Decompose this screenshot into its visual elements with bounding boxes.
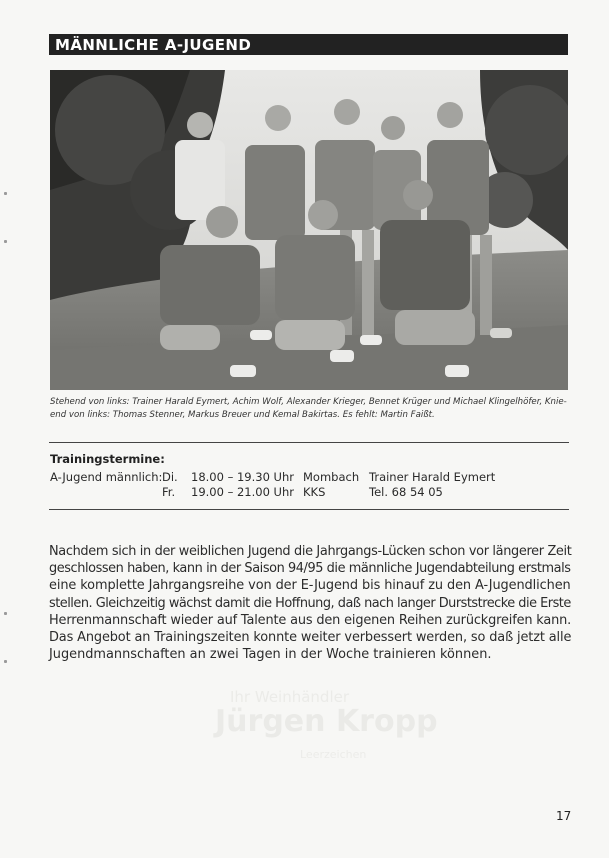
section-title: MÄNNLICHE A-JUGEND xyxy=(55,36,252,54)
watermark-ad xyxy=(55,670,567,790)
divider-top xyxy=(49,442,569,443)
watermark-line-3: Leerzeichen xyxy=(300,748,367,761)
training-info xyxy=(369,470,495,500)
section-header xyxy=(49,34,568,55)
scan-mark xyxy=(4,192,7,195)
training-day-1: Di. xyxy=(162,470,178,484)
training-time-2: 19.00 – 21.00 Uhr xyxy=(191,485,294,499)
body-line-4: stellen. Gleichzeitig wächst damit die Hoffnung, daß nach langer Durststrecke die Erste xyxy=(49,595,571,611)
training-places xyxy=(303,470,359,500)
training-info-1: Trainer Harald Eymert xyxy=(369,470,496,484)
page-number: 17 xyxy=(556,809,572,823)
training-times xyxy=(191,470,294,500)
body-line-3: eine komplette Jahrgangsreihe von der E-Jugend bis hinauf zu den A-Jugendlichen xyxy=(49,578,571,594)
training-days xyxy=(162,470,178,500)
watermark-line-2: Jürgen Kropp xyxy=(215,704,438,739)
team-photo xyxy=(50,70,568,390)
body-line-7: Jugendmannschaften an zwei Tagen in der Woche trainieren können. xyxy=(49,647,492,663)
body-line-6: Das Angebot an Trainingszeiten konnte weiter verbessert werden, so daß jetzt alle xyxy=(49,630,572,646)
training-place-1: Mombach xyxy=(303,470,360,484)
training-time-1: 18.00 – 19.30 Uhr xyxy=(191,470,294,484)
scan-mark xyxy=(4,612,7,615)
body-paragraph xyxy=(49,543,571,663)
scan-mark xyxy=(4,240,7,243)
caption-line-2: end von links: Thomas Stenner, Markus Breuer und Kemal Bakirtas. Es fehlt: Martin Faißt. xyxy=(50,409,435,420)
photo-caption xyxy=(50,396,570,421)
body-line-5: Herrenmannschaft wieder auf Talente aus den eigenen Reihen zurückgreifen kann. xyxy=(49,612,572,628)
training-group: A-Jugend männlich: xyxy=(50,470,163,484)
training-place-2: KKS xyxy=(303,485,326,499)
training-title: Trainingstermine: xyxy=(50,452,165,466)
scan-mark xyxy=(4,660,7,663)
caption-line-1: Stehend von links: Trainer Harald Eymert, Achim Wolf, Alexander Krieger, Bennet Krüger und Michael Klingelhöfer, Knie- xyxy=(50,397,567,407)
watermark-line-1: Ihr Weinhändler xyxy=(230,688,350,706)
divider-bottom xyxy=(49,509,569,510)
body-line-1: Nachdem sich in der weiblichen Jugend die Jahrgangs-Lücken schon vor längerer Zeit xyxy=(49,544,572,559)
training-info-2: Tel. 68 54 05 xyxy=(369,485,443,499)
training-day-2: Fr. xyxy=(162,485,176,499)
body-line-2: geschlossen haben, kann in der Saison 94/95 die männliche Jugendabteilung erstmals xyxy=(49,561,571,577)
